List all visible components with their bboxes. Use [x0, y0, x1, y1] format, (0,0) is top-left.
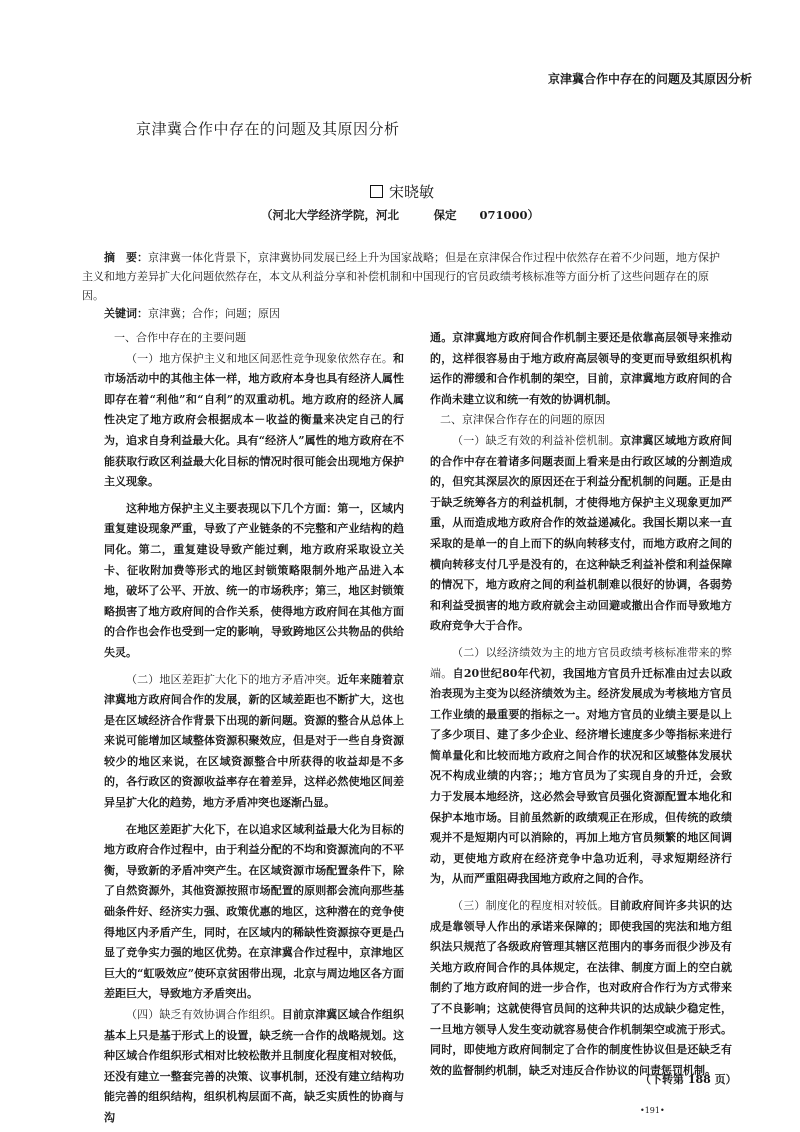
author-name: 宋晓敏 — [389, 183, 435, 201]
paragraph-text: 目前政府间许多共识的达成是靠领导人作出的承诺来保障的；即使我国的宪法和地方组织法只规范了各级政府管理其辖区范围内的事务而很少涉及有关地方政府间合作的具体规定，在法律、制度方面上的空白就制约了地方政府间的进一步合作，也对政府合作行为方式带来了不良影响；这就使得官员间的这种共识的达成缺少稳定性，一旦地方领导人发生变动就容易使合作机制架空或流于形式。同时，即使地方政府间制定了合作的制度性协议但是还缺乏有效的监督制约机制，缺乏对违反合作协议的问责惩罚机制。 — [430, 899, 733, 1077]
continuation-note: （下转第 188 页） — [640, 1073, 737, 1086]
abstract-text: 京津冀一体化背景下，京津冀协同发展已经上升为国家战略；但是在京津保合作过程中依然存在着不少问题，地方保护主义和地方差异扩大化问题依然存在，本文从利益分享和补偿机制和中国现行的官员政绩考核标准等方面分析了这些问题存在的原因。 — [82, 251, 720, 302]
subsection-heading: （二）以经济绩效为主的地方官员政绩考核标准带来的弊端。 — [430, 645, 732, 680]
abstract — [82, 248, 722, 305]
keywords-label: 关键词： — [104, 307, 148, 320]
paragraph-text: 自20世纪80年代初，我国地方官员升迁标准由过去以政治表现为主变为以经济绩效为主。经济发展成为考核地方官员工作业绩的最重要的指标之一。对地方官员的业绩主要是以上了多少项目、建了多少企业、经济增长速度多少等指标来进行简单量化和比较而地方政府之间合作的状况和区域整体发展状况不构成业绩的内容；；地方官员为了实现自身的升迁，会致力于发展本地经济，这必然会导致官员强化资源配置本地化和保护本地市场。目前虽然新的政绩观正在形成，但传统的政绩观并不是短期内可以消除的，再加上地方官员频繁的地区间调动，更使地方政府在经济竞争中急功近利，寻求短期经济行为，从而严重阻碍我国地方政府之间的合作。 — [430, 666, 732, 886]
keywords-text: 京津冀；合作；问题；原因 — [148, 307, 280, 320]
author-line — [370, 181, 434, 202]
paragraph-text: 京津冀区域地方政府间的合作中存在着诸多问题表面上看来是由行政区域的分割造成的，但究其深层次的原因还在于利益分配机制的问题。正是由于缺乏统筹各方的利益机制，才使得地方保护主义现象更加严重，从而造成地方政府合作的效益递减化。我国长期以来一直采取的是单一的自上而下的纵向转移支付，而地方政府之间的横向转移支付几乎是没有的，在这种缺乏利益补偿和利益保障的情况下，地方政府之间的利益机制难以很好的协调，各弱势和利益受损害的地方政府就会主动回避或撤出合作而导致地方政府竞争大于合作。 — [430, 433, 732, 633]
subsection-heading: （三）制度化的程度相对较低。 — [452, 899, 609, 913]
paragraph-text: 近年来随着京津冀地方政府间合作的发展，新的区域差距也不断扩大，这也是在区域经济合作背景下出现的新问题。资源的整合从总体上来说可能增加区域整体资源积聚效应，但是对于一些自身资源较少的地区来说，在区域资源整合中所获得的收益却是不多的，各行政区的资源收益率存在着差异，这样必然使地区间差异呈扩大化的趋势，地方矛盾冲突也逐渐凸显。 — [104, 672, 404, 810]
square-box-icon — [370, 185, 383, 198]
section-heading-2: 二、京津保合作存在的问题的原因 — [440, 413, 605, 427]
paragraph — [104, 670, 404, 814]
subsection-heading: （一）缺乏有效的利益补偿机制。 — [452, 433, 621, 447]
subsection-heading: （二）地区差距扩大化下的地方矛盾冲突。 — [126, 672, 338, 686]
left-column — [104, 328, 404, 1129]
section-heading-1: 一、合作中存在的主要问题 — [114, 331, 246, 344]
subsection-heading: （一）地方保护主义和地区间恶性竞争现象依然存在。 — [126, 351, 393, 365]
paragraph: 这种地方保护主义主要表现以下几个方面：第一，区域内重复建设现象严重，导致了产业链条的不完整和产业结构的趋同化。第二，重复建设导致产能过剩，地方政府采取设立关卡、征收附加费等形式的地区封锁策略限制外地产品进入本地，破坏了公平、开放、统一的市场秩序；第三，地区封锁策略损害了地方政府间的合作关系，使得地方政府间在其他方面的合作也会作也受到一定的影响，导致跨地区公共物品的供给失灵。 — [104, 501, 404, 659]
keywords — [104, 305, 280, 321]
paragraph: 通。京津冀地方政府间合作机制主要还是依靠高层领导来推动的，这样很容易由于地方政府高层领导的变更而导致组织机构运作的滞缓和合作机制的架空，目前，京津冀地方政府间的合作尚未建立议和统一有效的协调机制。 — [430, 331, 732, 406]
paragraph-text: 和市场活动中的其他主体一样，地方政府本身也具有经济人属性即存在着“利他”和“自利”的双重动机。地方政府的经济人属性决定了地方政府会根据成本－收益的衡量来决定自己的行为，追求自身利益最大化。具有“经济人”属性的地方政府在不能获取行政区利益最大化目标的情况时很可能会出现地方保护主义现象。 — [104, 351, 404, 489]
subsection-heading: （四）缺乏有效协调合作组织。 — [126, 1008, 282, 1021]
article-title: 京津冀合作中存在的问题及其原因分析 — [136, 120, 400, 138]
page-number: •191• — [640, 1106, 665, 1115]
paragraph — [430, 431, 732, 637]
running-head: 京津冀合作中存在的问题及其原因分析 — [547, 72, 752, 86]
affiliation: （河北大学经济学院，河北 保定 071000） — [260, 208, 539, 222]
paragraph — [104, 1005, 404, 1129]
abstract-label: 摘 要： — [104, 251, 148, 264]
paragraph-text: 目前京津冀区域合作组织基本上只是基于形式上的设置，缺乏统一合作的战略规划。这种区域合作组织形式相对比较松散并且制度化程度相对较低，还没有建立一整套完善的决策、议事机制，还没有建立结构功能完善的组织结构，组织机构层面不高，缺乏实质性的协商与沟 — [104, 1008, 404, 1124]
right-column — [430, 328, 732, 1081]
paragraph — [430, 896, 732, 1081]
paragraph: 在地区差距扩大化下，在以追求区域利益最大化为目标的地方政府合作过程中，由于利益分配的不均和资源流向的不平衡，导致新的矛盾冲突产生。在区域资源市场配置条件下，除了自然资源外，其他资源按照市场配置的原则都会流向那些基础条件好、经济实力强、政策优惠的地区，这种潜在的竞争使得地区内矛盾产生，同时，在区域内的稀缺性资源掠夺更是凸显了竞争实力强的地区优势。在京津冀合作过程中，京津地区巨大的“虹吸效应”使环京贫困带出现，北京与周边地区各方面差距巨大，导致地方矛盾突出。 — [104, 822, 404, 1001]
paragraph — [104, 349, 404, 493]
paragraph — [430, 643, 732, 890]
